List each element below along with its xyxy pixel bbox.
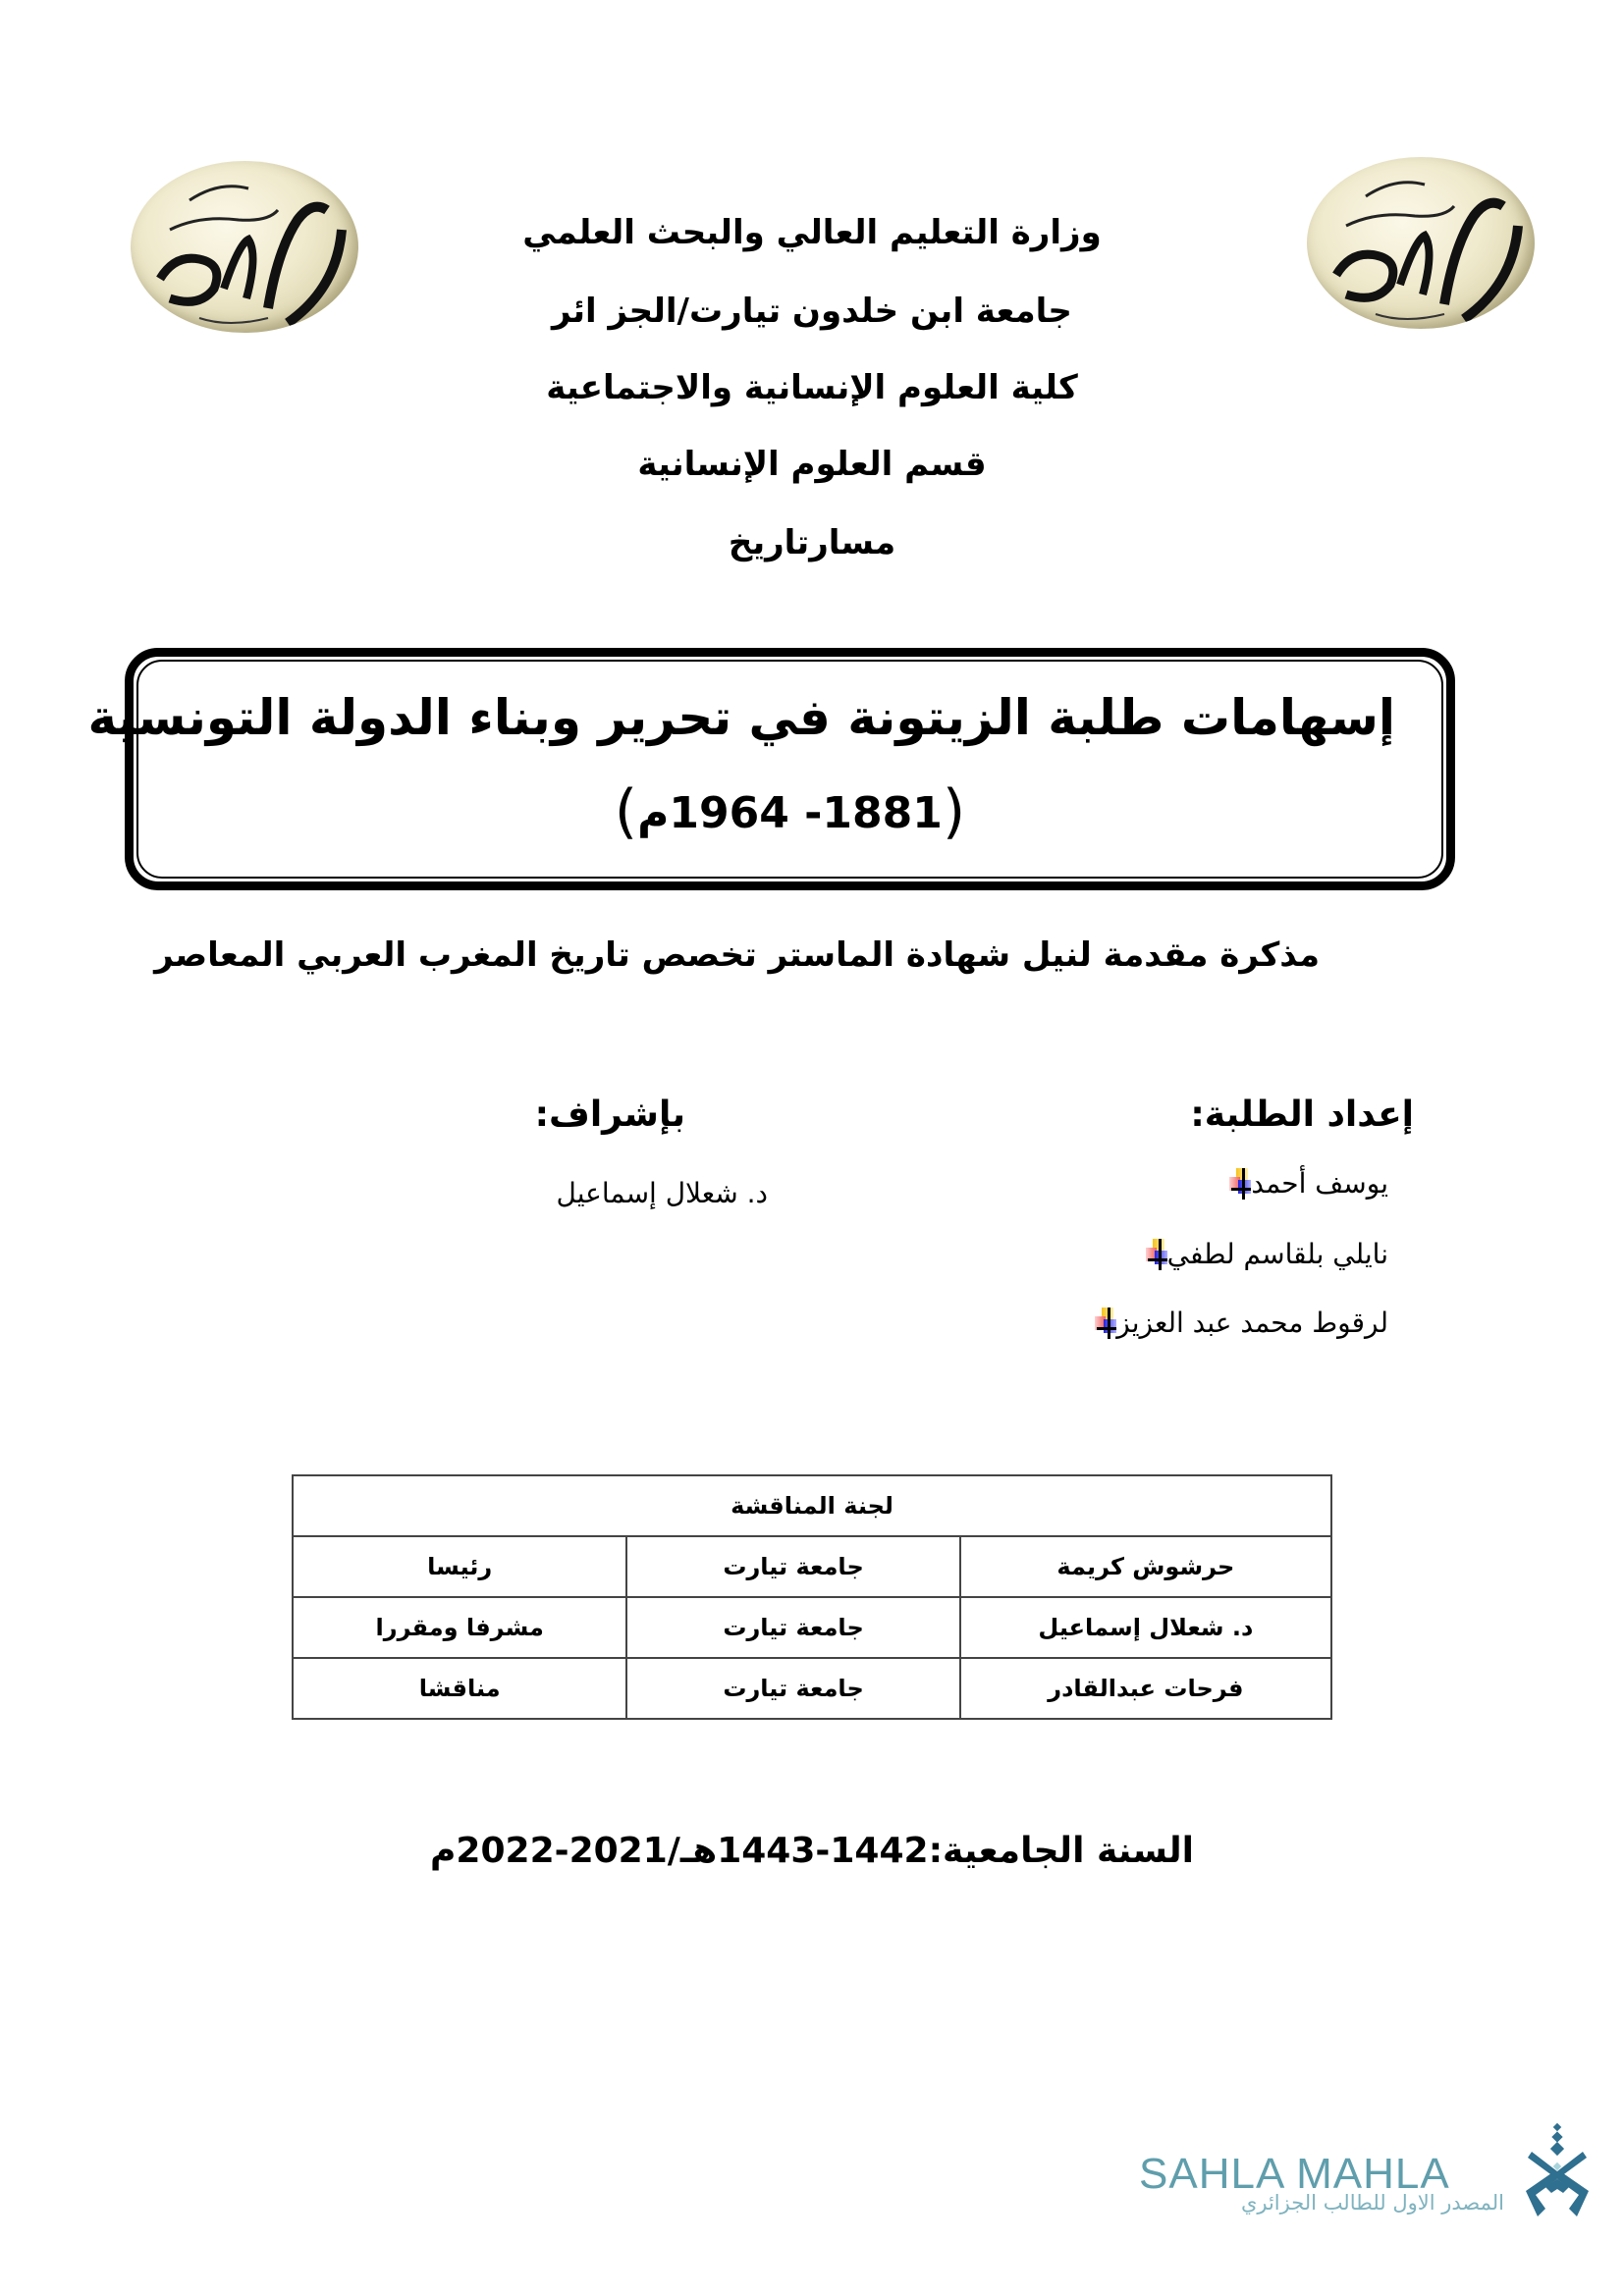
watermark-tagline: المصدر الاول للطالب الجزائري [1240, 2191, 1504, 2215]
thesis-title-frame [87, 648, 1455, 890]
member-name: حرشوش كريمة [960, 1536, 1331, 1597]
multicolor-cross-bullet-icon [1146, 1239, 1167, 1270]
member-name: فرحات عبدالقادر [960, 1658, 1331, 1719]
academic-year: السنة الجامعية:1442-1443هـ/2021-2022م [430, 1831, 1194, 1871]
supervisor-name: د. شعلال إسماعيل [556, 1177, 768, 1209]
committee-table [292, 1474, 1332, 1720]
student-name: لرقوط محمد عبد العزيز [1116, 1307, 1388, 1339]
member-institution: جامعة تيارت [626, 1536, 959, 1597]
committee-title: لجنة المناقشة [293, 1475, 1331, 1536]
table-row [293, 1536, 1331, 1597]
student-item [1142, 1235, 1388, 1274]
table-row [293, 1658, 1331, 1719]
supervision-heading: بإشراف: [534, 1095, 685, 1135]
member-role: مناقشا [293, 1658, 626, 1719]
thesis-title: إسهامات طلبة الزيتونة في تحرير وبناء الدولة التونسية [87, 689, 1395, 746]
committee-header-row [293, 1475, 1331, 1536]
university-name: جامعة ابن خلدون تيارت/الجز ائر [552, 292, 1072, 331]
track-name: مسارتاريخ [728, 523, 896, 562]
student-item [1225, 1164, 1388, 1203]
student-name: يوسف أحمد [1251, 1167, 1388, 1200]
member-name: د. شعلال إسماعيل [960, 1597, 1331, 1658]
student-name: نايلي بلقاسم لطفي [1166, 1238, 1388, 1270]
table-row [293, 1597, 1331, 1658]
sahla-mahla-logo-icon [1522, 2122, 1593, 2220]
ministry-name: وزارة التعليم العالي والبحث العلمي [522, 213, 1102, 252]
department-name: قسم العلوم الإنسانية [637, 445, 987, 484]
multicolor-cross-bullet-icon [1095, 1308, 1116, 1339]
member-role: مشرفا ومقررا [293, 1597, 626, 1658]
thesis-subtitle: مذكرة مقدمة لنيل شهادة الماستر تخصص تاريخ المغرب العربي المعاصر [154, 935, 1320, 975]
member-role: رئيسا [293, 1536, 626, 1597]
thesis-date-range [134, 777, 1446, 846]
date-range-text: 1881- 1964م [637, 788, 943, 838]
member-institution: جامعة تيارت [626, 1658, 959, 1719]
close-paren: ) [942, 777, 966, 846]
multicolor-cross-bullet-icon [1229, 1168, 1251, 1200]
watermark-brand: SAHLA MAHLA [1139, 2150, 1450, 2198]
open-paren: ( [614, 777, 638, 846]
student-item [1091, 1304, 1388, 1343]
member-institution: جامعة تيارت [626, 1597, 959, 1658]
students-heading: إعداد الطلبة: [1190, 1095, 1414, 1135]
faculty-name: كلية العلوم الإنسانية والاجتماعية [546, 368, 1078, 407]
